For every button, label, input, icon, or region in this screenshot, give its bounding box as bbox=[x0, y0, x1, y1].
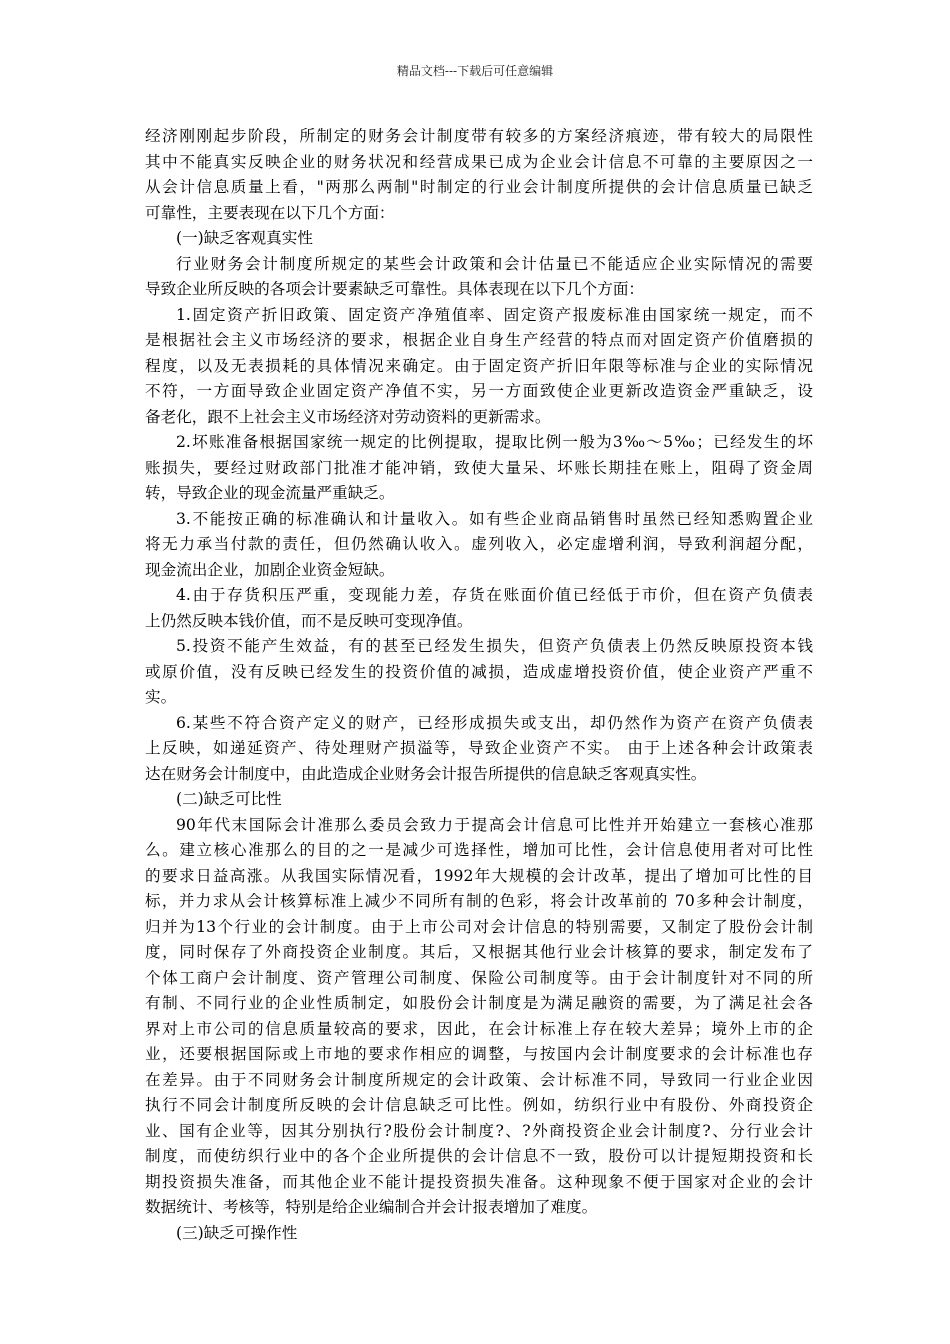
paragraph bbox=[145, 634, 813, 711]
text-line: 数据统计、考核等，特别是给企业编制合并会计报表增加了难度。 bbox=[145, 1198, 598, 1216]
text-line: 经济刚刚起步阶段，所制定的财务会计制度带有较多的方案经济痕迹，带有较大的局限性 bbox=[145, 127, 813, 145]
document-body bbox=[145, 124, 813, 1246]
paragraph bbox=[145, 711, 813, 788]
text-line: 导致企业所反映的各项会计要素缺乏可靠性。具体表现在以下几个方面： bbox=[145, 280, 645, 298]
text-line: 或原价值，没有反映已经发生的投资价值的减损，造成虚增投资价值，使企业资产严重不 bbox=[145, 662, 813, 681]
paragraph bbox=[145, 226, 813, 252]
text-line: 现金流出企业，加剧企业资金短缺。 bbox=[145, 560, 395, 579]
paragraph bbox=[145, 252, 813, 303]
text-line: 6.某些不符合资产定义的财产，已经形成损失或支出，却仍然作为资产在资产负债表 bbox=[176, 713, 813, 732]
text-line: 度，同时保存了外商投资企业制度。其后，又根据其他行业会计核算的要求，制定发布了 bbox=[145, 943, 813, 961]
paragraph bbox=[145, 583, 813, 634]
text-line: 实。 bbox=[145, 688, 177, 706]
text-line: 达在财务会计制度中，由此造成企业财务会计报告所提供的信息缺乏客观真实性。 bbox=[145, 764, 707, 783]
text-line: (二)缺乏可比性 bbox=[176, 790, 282, 808]
text-line: 有制、不同行业的企业性质制定，如股份会计制度是为满足融资的需要，为了满足社会各 bbox=[145, 994, 813, 1012]
paragraph bbox=[145, 124, 813, 226]
text-line: (三)缺乏可操作性 bbox=[176, 1223, 298, 1242]
paragraph bbox=[145, 1221, 813, 1247]
text-line: 制度，而使纺织行业中的各个企业所提供的会计信息不一致，股份可以计提短期投资和长 bbox=[145, 1147, 813, 1165]
text-line: 90年代末国际会计准那么委员会致力于提高会计信息可比性并开始建立一套核心准那 bbox=[176, 815, 813, 834]
text-line: 业、国有企业等，因其分别执行?股份会计制度?、?外商投资企业会计制度?、分行业会计 bbox=[145, 1121, 813, 1140]
paragraph bbox=[145, 303, 813, 431]
text-line: 程度，以及无表损耗的具体情况来确定。由于固定资产折旧年限等标准与企业的实际情况 bbox=[145, 356, 813, 375]
text-line: 个体工商户会计制度、资产管理公司制度、保险公司制度等。由于会计制度针对不同的所 bbox=[145, 968, 813, 987]
paragraph bbox=[145, 430, 813, 507]
text-line: 业，还要根据国际或上市地的要求作相应的调整，与按国内会计制度要求的会计标准也存 bbox=[145, 1045, 813, 1063]
text-line: 将无力承当付款的责任，但仍然确认收入。虚列收入，必定虚增利润，导致利润超分配， bbox=[145, 535, 813, 553]
text-line: 4.由于存货积压严重，变现能力差，存货在账面价值已经低于市价，但在资产负债表 bbox=[176, 586, 813, 604]
text-line: 上反映，如递延资产、待处理财产损溢等，导致企业资产不实。 由于上述各种会计政策表 bbox=[145, 739, 813, 757]
text-line: 不符，一方面导致企业固定资产净值不实，另一方面致使企业更新改造资金严重缺乏，设 bbox=[145, 382, 813, 400]
text-line: 是根据社会主义市场经济的要求，根据企业自身生产经营的特点而对固定资产价值磨损的 bbox=[145, 331, 813, 349]
text-line: 归并为13个行业的会计制度。由于上市公司对会计信息的特别需要，又制定了股份会计制 bbox=[145, 917, 813, 936]
text-line: 期投资损失准备，而其他企业不能计提投资损失准备。这种现象不便于国家对企业的会计 bbox=[145, 1172, 813, 1191]
text-line: 账损失，要经过财政部门批准才能冲销，致使大量呆、坏账长期挂在账上，阻碍了资金周 bbox=[145, 458, 813, 477]
text-line: 转，导致企业的现金流量严重缺乏。 bbox=[145, 484, 395, 502]
text-line: 执行不同会计制度所反映的会计信息缺乏可比性。例如，纺织行业中有股份、外商投资企 bbox=[145, 1096, 813, 1114]
text-line: 可靠性，主要表现在以下几个方面： bbox=[145, 203, 395, 222]
text-line: 2.坏账准备根据国家统一规定的比例提取，提取比例一般为3‰～5‰；已经发生的坏 bbox=[176, 433, 813, 451]
paragraph bbox=[145, 507, 813, 584]
text-line: 行业财务会计制度所规定的某些会计政策和会计估量已不能适应企业实际情况的需要 bbox=[176, 254, 813, 273]
text-line: 其中不能真实反映企业的财务状况和经营成果已成为企业会计信息不可靠的主要原因之一 bbox=[145, 152, 813, 171]
text-line: 5.投资不能产生效益，有的甚至已经发生损失，但资产负债表上仍然反映原投资本钱 bbox=[176, 637, 813, 655]
text-line: 从会计信息质量上看，"两那么两制"时制定的行业会计制度所提供的会计信息质量已缺乏 bbox=[145, 178, 813, 196]
text-line: 备老化，跟不上社会主义市场经济对劳动资料的更新需求。 bbox=[145, 407, 551, 426]
text-line: 1.固定资产折旧政策、固定资产净殖值率、固定资产报废标准由国家统一规定，而不 bbox=[176, 305, 813, 324]
text-line: 的要求日益高涨。从我国实际情况看，1992年大规模的会计改革，提出了增加可比性的目 bbox=[145, 866, 813, 885]
page-header: 精品文档---下载后可任意编辑 bbox=[396, 64, 554, 78]
text-line: (一)缺乏客观真实性 bbox=[176, 229, 313, 247]
text-line: 界对上市公司的信息质量较高的要求，因此，在会计标准上存在较大差异；境外上市的企 bbox=[145, 1019, 813, 1038]
text-line: 上仍然反映本钱价值，而不是反映可变现净值。 bbox=[145, 611, 473, 630]
paragraph bbox=[145, 787, 813, 813]
text-line: 3.不能按正确的标准确认和计量收入。如有些企业商品销售时虽然已经知悉购置企业 bbox=[176, 509, 813, 528]
paragraph bbox=[145, 813, 813, 1221]
text-line: 么。建立核心准那么的目的之一是减少可选择性，增加可比性，会计信息使用者对可比性 bbox=[145, 841, 813, 859]
text-line: 在差异。由于不同财务会计制度所规定的会计政策、会计标准不同，导致同一行业企业因 bbox=[145, 1070, 813, 1089]
text-line: 标，并力求从会计核算标准上减少不同所有制的色彩，将会计改革前的 70多种会计制度， bbox=[145, 892, 813, 910]
